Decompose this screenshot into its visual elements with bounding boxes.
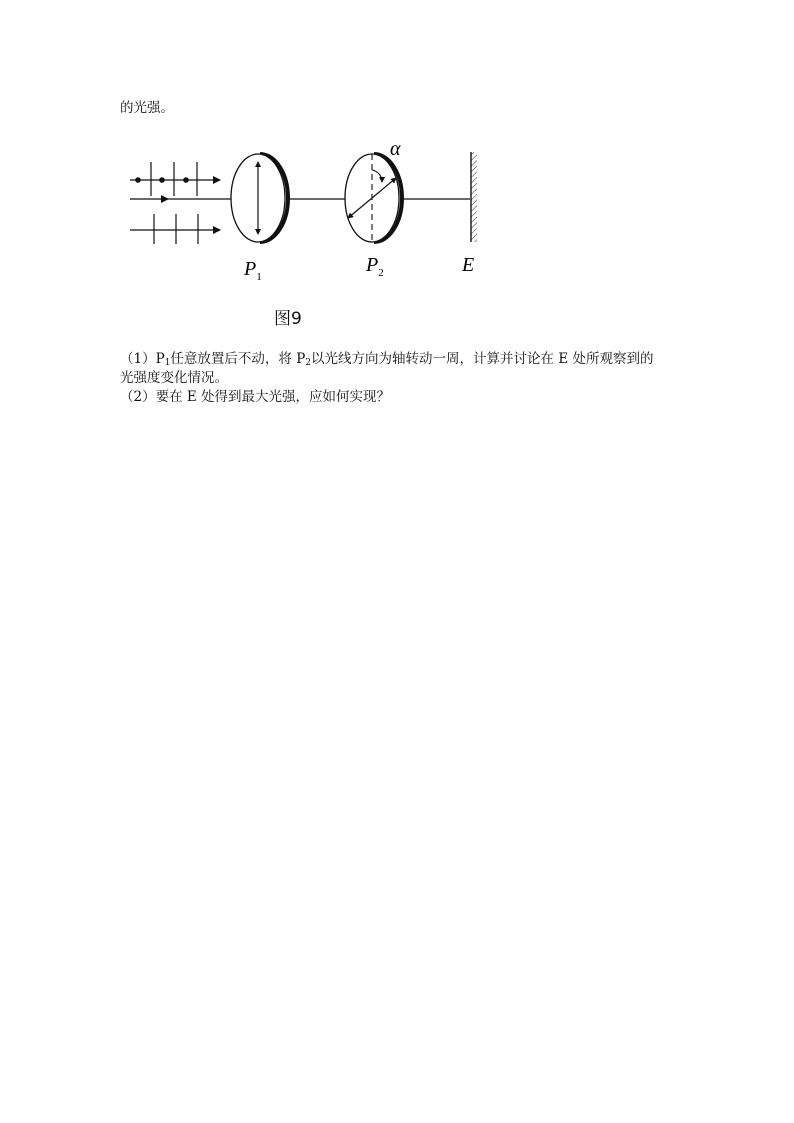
label-e: E: [462, 254, 475, 276]
figure-caption: 图9: [274, 309, 302, 329]
question-1: $(1)P_1$任意放置后不动，将 $P_2$以光线方向为轴转动一周，计算并讨论在 E 处所观察到的: [120, 351, 654, 368]
incident-beam-lines: [130, 214, 220, 244]
question-1-continuation: 光强度变化情况。: [120, 370, 228, 386]
header-fragment: 的光强。: [120, 100, 174, 116]
label-alpha: α: [390, 138, 401, 160]
polarizer-p2: [345, 154, 402, 242]
incident-beam-dots: [130, 162, 220, 196]
polarizer-diagram: [120, 138, 500, 288]
question-2: （2）要在 E 处得到最大光强，应如何实现？: [120, 389, 391, 405]
label-p1: $P_1$: [244, 258, 262, 283]
polarizer-p1: [231, 154, 288, 242]
label-p2: $P_2$: [366, 254, 384, 279]
screen-e: [471, 152, 477, 242]
